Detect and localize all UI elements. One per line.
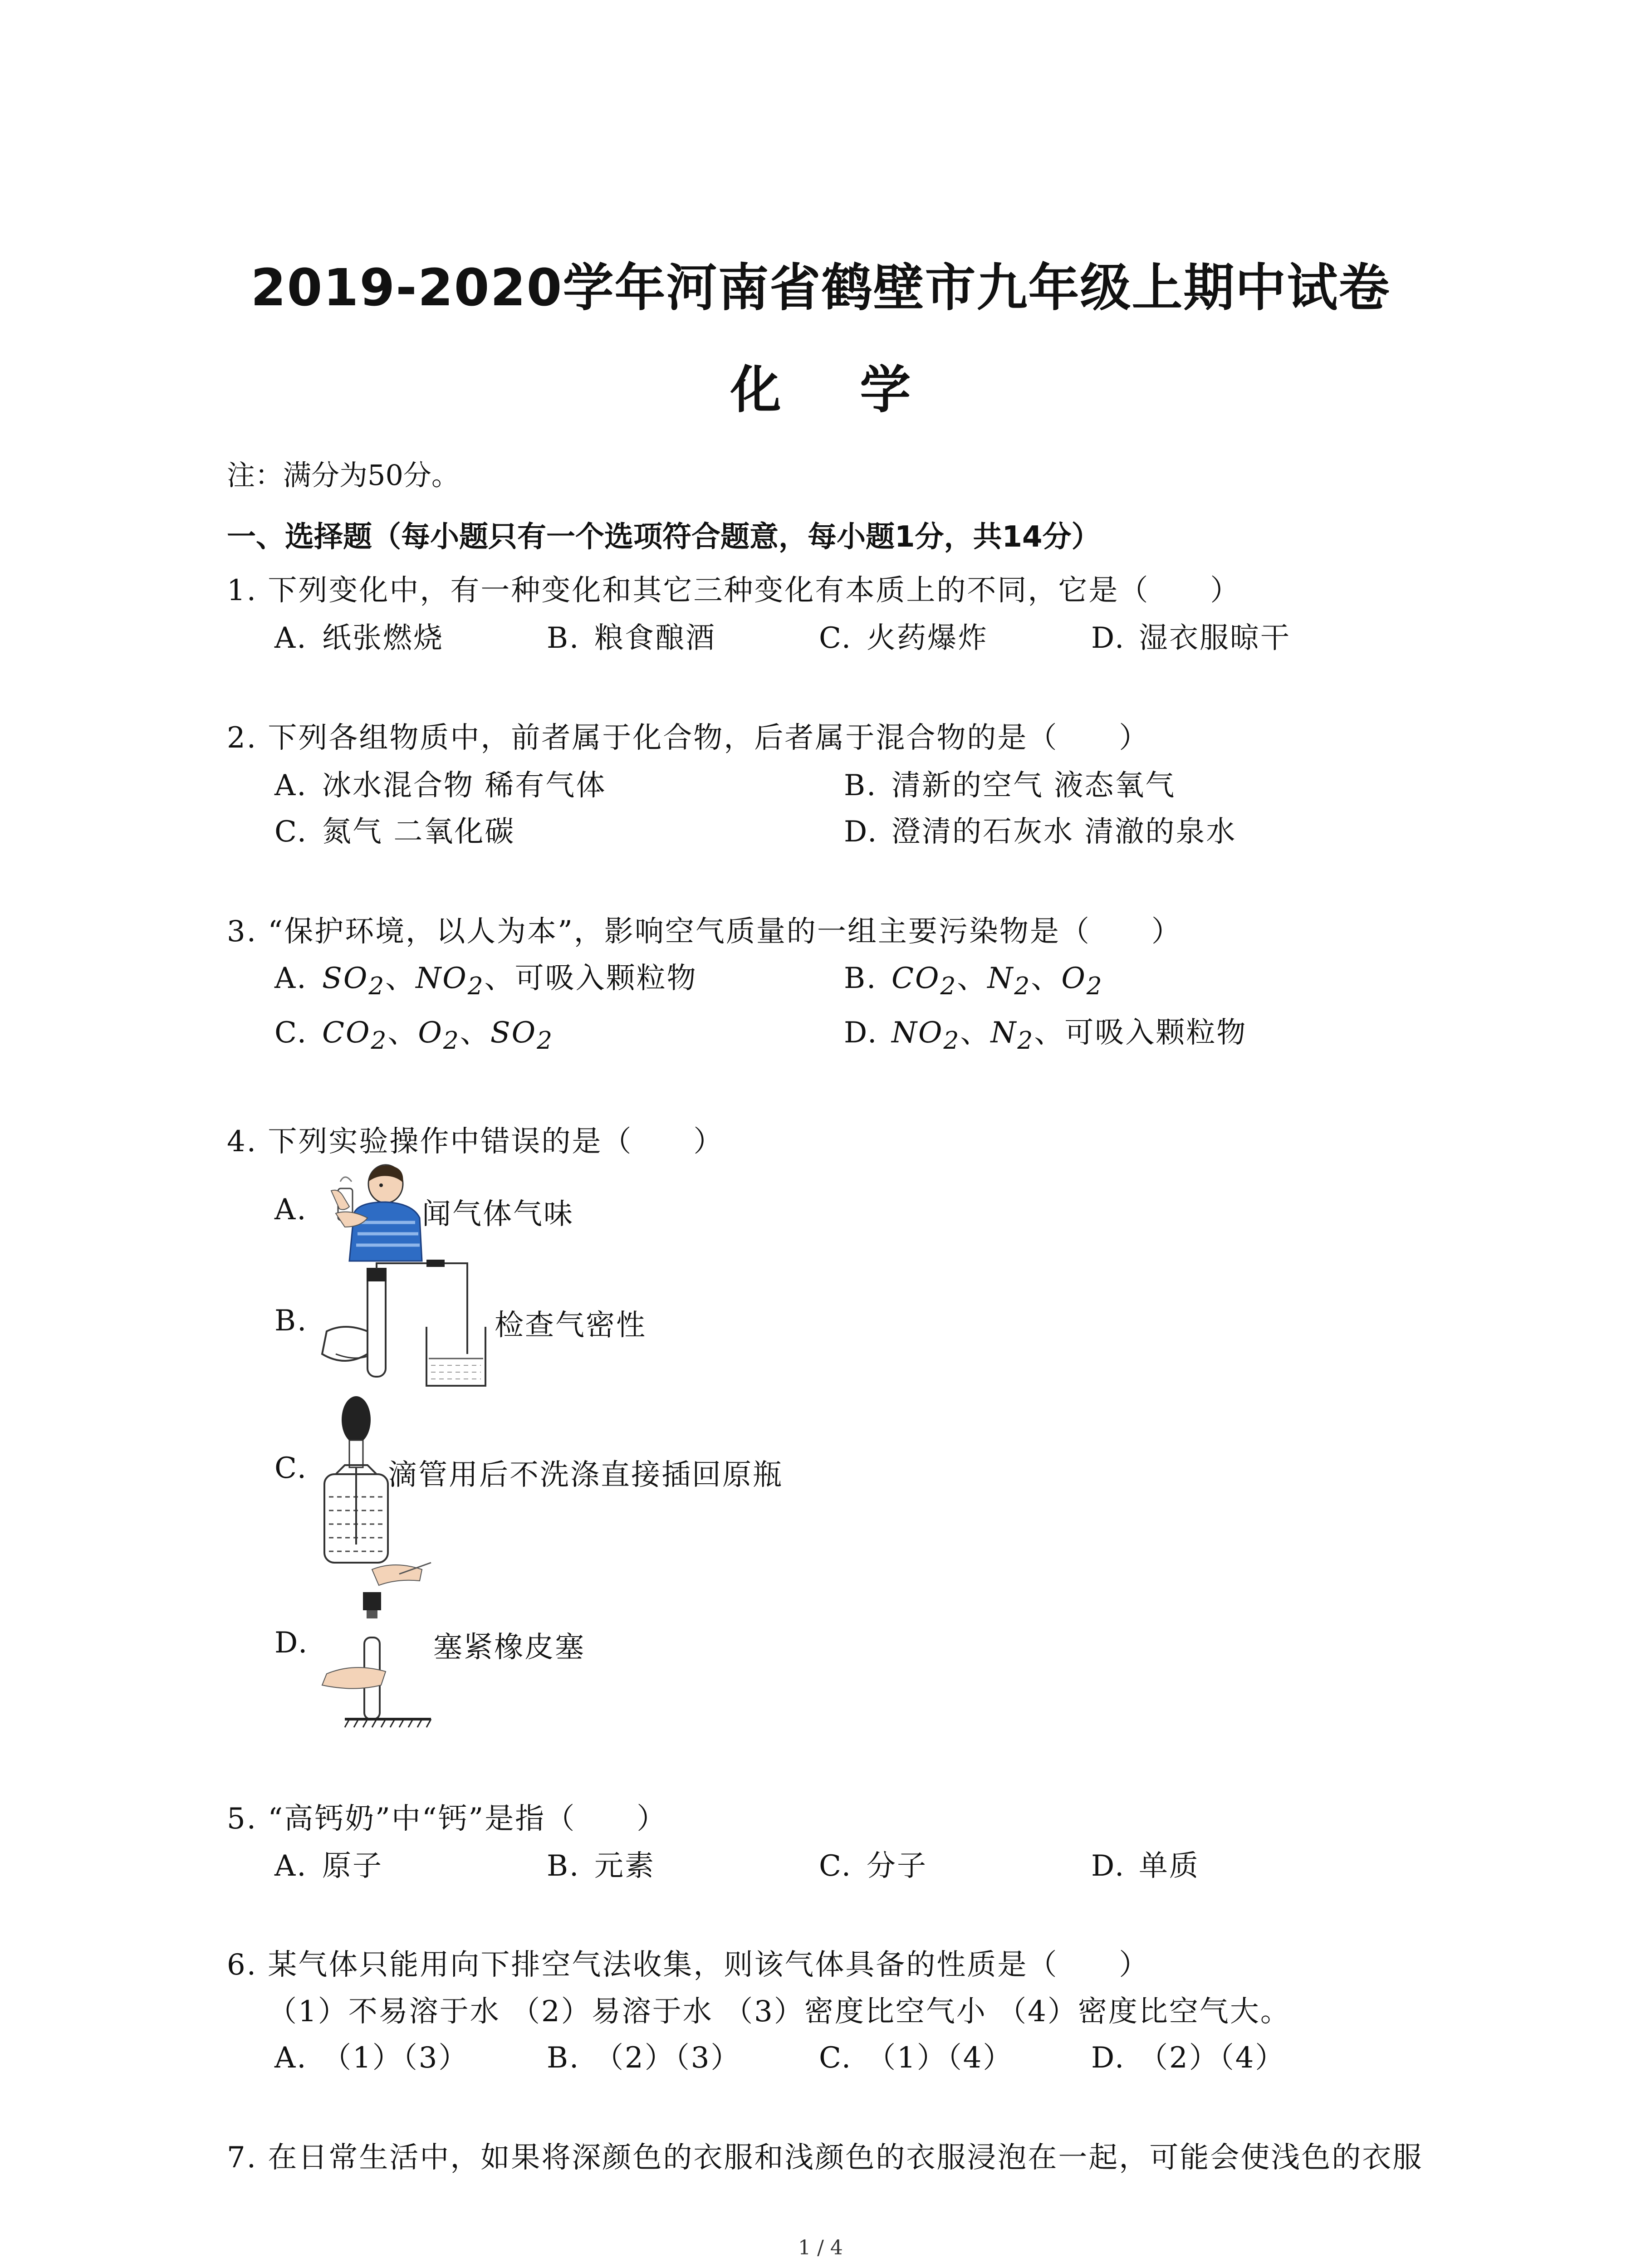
q6-option-a: A. （1）（3）: [274, 2041, 469, 2075]
question-7-stem: 7. 在日常生活中，如果将深颜色的衣服和浅颜色的衣服浸泡在一起，可能会使浅色的衣服: [227, 2141, 1423, 2175]
q4-option-d-text: 塞紧橡皮塞: [433, 1631, 585, 1664]
q2-option-d: D. 澄清的石灰水 清澈的泉水: [844, 815, 1237, 849]
q4-option-c-text: 滴管用后不洗涤直接插回原瓶: [388, 1458, 783, 1492]
q4-option-d-label: D.: [274, 1626, 309, 1660]
section-heading: 一、选择题（每小题只有一个选项符合题意，每小题1分，共14分）: [227, 520, 1101, 554]
q1-option-a: A. 纸张燃烧: [274, 621, 444, 655]
question-5-stem: 5. “高钙奶”中“钙”是指（ ）: [227, 1802, 667, 1836]
q5-option-d: D. 单质: [1091, 1849, 1200, 1883]
q5-option-b: B. 元素: [547, 1849, 655, 1883]
q1-option-c: C. 火药爆炸: [819, 621, 988, 655]
score-note: 注：满分为50分。: [227, 459, 460, 492]
question-2-stem: 2. 下列各组物质中，前者属于化合物，后者属于混合物的是（ ）: [227, 721, 1150, 755]
question-6-stem: 6. 某气体只能用向下排空气法收集，则该气体具备的性质是（ ）: [227, 1948, 1150, 1982]
rubber-stopper-figure: [318, 1560, 436, 1733]
dropper-bottle-figure: [318, 1395, 395, 1567]
q4-option-c-label: C.: [274, 1452, 308, 1485]
question-6-conditions: （1）不易溶于水 （2）易溶于水 （3）密度比空气小 （4）密度比空气大。: [268, 1995, 1291, 2028]
q3-option-c: C. $CO_2$、$O_2$、$SO_2$: [274, 1016, 554, 1055]
q5-option-c: C. 分子: [819, 1849, 927, 1883]
q2-option-a: A. 冰水混合物 稀有气体: [274, 769, 607, 802]
question-4-stem: 4. 下列实验操作中错误的是（ ）: [227, 1125, 724, 1158]
airtightness-check-figure: [318, 1263, 490, 1390]
smelling-gas-figure: [318, 1163, 431, 1263]
q4-option-a-text: 闻气体气味: [422, 1198, 574, 1231]
q6-option-d: D. （2）（4）: [1091, 2041, 1286, 2075]
page-number: 1 / 4: [798, 2236, 843, 2259]
q3-option-b: B. $CO_2$、$N_2$、$O_2$: [844, 962, 1103, 1000]
question-1-stem: 1. 下列变化中，有一种变化和其它三种变化有本质上的不同，它是（ ）: [227, 574, 1241, 607]
q4-option-a-label: A.: [274, 1193, 308, 1227]
q4-option-b-label: B.: [274, 1304, 308, 1338]
q6-option-c: C. （1）（4）: [819, 2041, 1014, 2075]
q6-option-b: B. （2）（3）: [547, 2041, 741, 2075]
subject-title: 化 学: [730, 361, 941, 420]
q4-option-b-text: 检查气密性: [495, 1309, 647, 1342]
q2-option-c: C. 氮气 二氧化碳: [274, 815, 515, 849]
q1-option-d: D. 湿衣服晾干: [1091, 621, 1291, 655]
question-3-stem: 3. “保护环境，以人为本”，影响空气质量的一组主要污染物是（ ）: [227, 915, 1182, 948]
q5-option-a: A. 原子: [274, 1849, 383, 1883]
q2-option-b: B. 清新的空气 液态氧气: [844, 769, 1176, 802]
q3-option-d: D. $NO_2$、$N_2$、可吸入颗粒物: [844, 1016, 1247, 1055]
exam-title: 2019-2020学年河南省鹤壁市九年级上期中试卷: [250, 259, 1391, 318]
q3-option-a: A. $SO_2$、$NO_2$、可吸入颗粒物: [274, 962, 697, 1000]
q1-option-b: B. 粮食酿酒: [547, 621, 716, 655]
